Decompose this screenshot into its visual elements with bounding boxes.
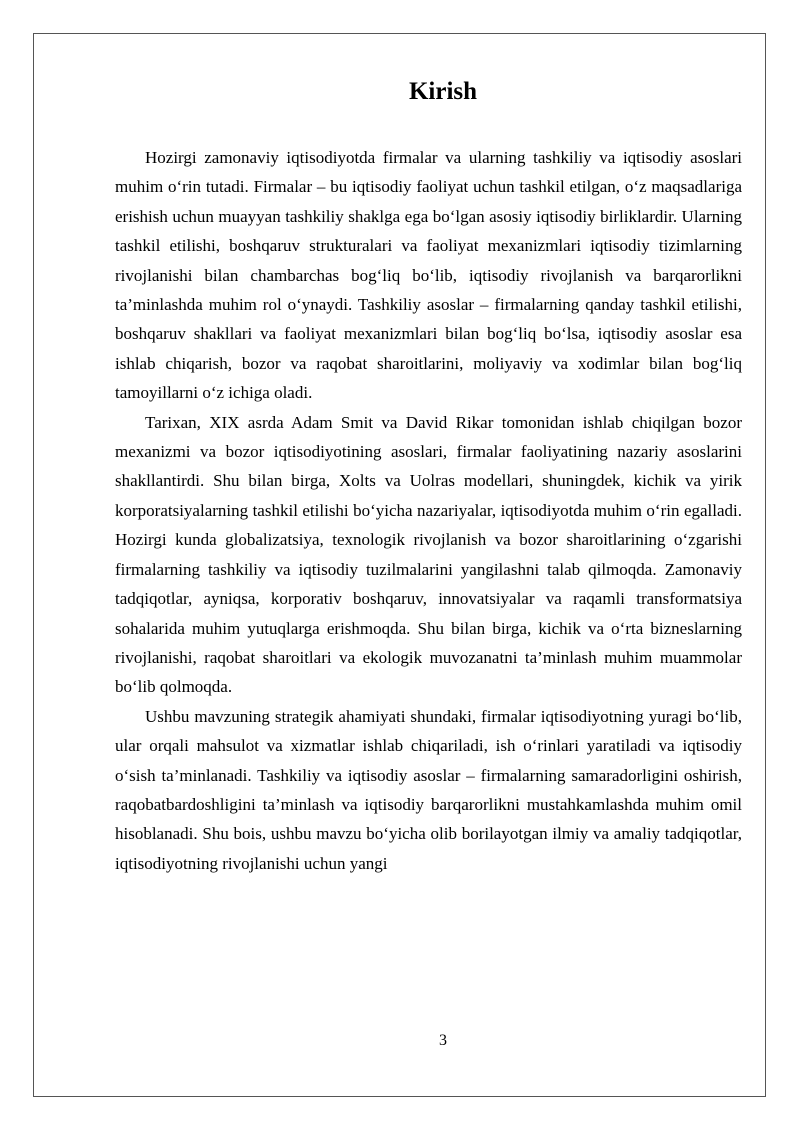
document-body [115,143,742,878]
page-title: Kirish [408,78,478,105]
paragraph-3: Ushbu mavzuning strategik ahamiyati shundaki, firmalar iqtisodiyotning yuragi bo‘lib, ular orqali mahsulot va xizmatlar ishlab chiqariladi, ish o‘rinlari yaratiladi va iqtisodiy o‘sish ta’minlanadi. Tashkiliy va iqtisodiy asoslar – firmalarning samaradorligini oshirish, raqobatbardoshligini ta’minlash va iqtisodiy barqarorlikni mustahkamlashda muhim omil hisoblanadi. Shu bois, ushbu mavzu bo‘yicha olib borilayotgan ilmiy va amaliy tadqiqotlar, iqtisodiyotning rivojlanishi uchun yangi [115,706,742,873]
paragraph-2: Tarixan, XIX asrda Adam Smit va David Rikar tomonidan ishlab chiqilgan bozor mexanizmi va bozor iqtisodiyotining asoslari, firmalar faoliyatining nazariy asoslarini shakllantirdi. Shu bilan birga, Xolts va Uolras modellari, shuningdek, kichik va yirik korporatsiyalarning tashkil etilishi bo‘yicha nazariyalar, iqtisodiyotda muhim o‘rin egalladi. Hozirgi kunda globalizatsiya, texnologik rivojlanish va bozor sharoitlarining o‘zgarishi firmalarning tashkiliy va iqtisodiy tuzilmalarini yangilashni talab qilmoqda. Zamonaviy tadqiqotlar, ayniqsa, korporativ boshqaruv, innovatsiyalar va raqamli transformatsiya sohalarida muhim yutuqlarga erishmoqda. Shu bilan birga, kichik va o‘rta bizneslarning rivojlanishi, raqobat sharoitlari va ekologik muvozanatni ta’minlash muhim muammolar bo‘lib qolmoqda. [115,412,742,697]
page-number: 3 [439,1032,447,1049]
paragraph-1: Hozirgi zamonaviy iqtisodiyotda firmalar va ularning tashkiliy va iqtisodiy asoslari muhim o‘rin tutadi. Firmalar – bu iqtisodiy faoliyat uchun tashkil etilgan, o‘z maqsadlariga erishish uchun muayyan tashkiliy shaklga ega bo‘lgan asosiy iqtisodiy birliklardir. Ularning tashkil etilishi, boshqaruv strukturalari va faoliyat mexanizmlari iqtisodiy tizimlarning rivojlanishi bilan chambarchas bog‘liq bo‘lib, iqtisodiy rivojlanish va barqarorlikni ta’minlashda muhim rol o‘ynaydi. Tashkiliy asoslar – firmalarning qanday tashkil etilishi, boshqaruv shakllari va faoliyat mexanizmlari bilan bog‘liq bo‘lsa, iqtisodiy asoslar esa ishlab chiqarish, bozor va raqobat sharoitlarini, moliyaviy va xodimlar bilan bog‘liq tamoyillarni o‘z ichiga oladi. [115,148,742,403]
